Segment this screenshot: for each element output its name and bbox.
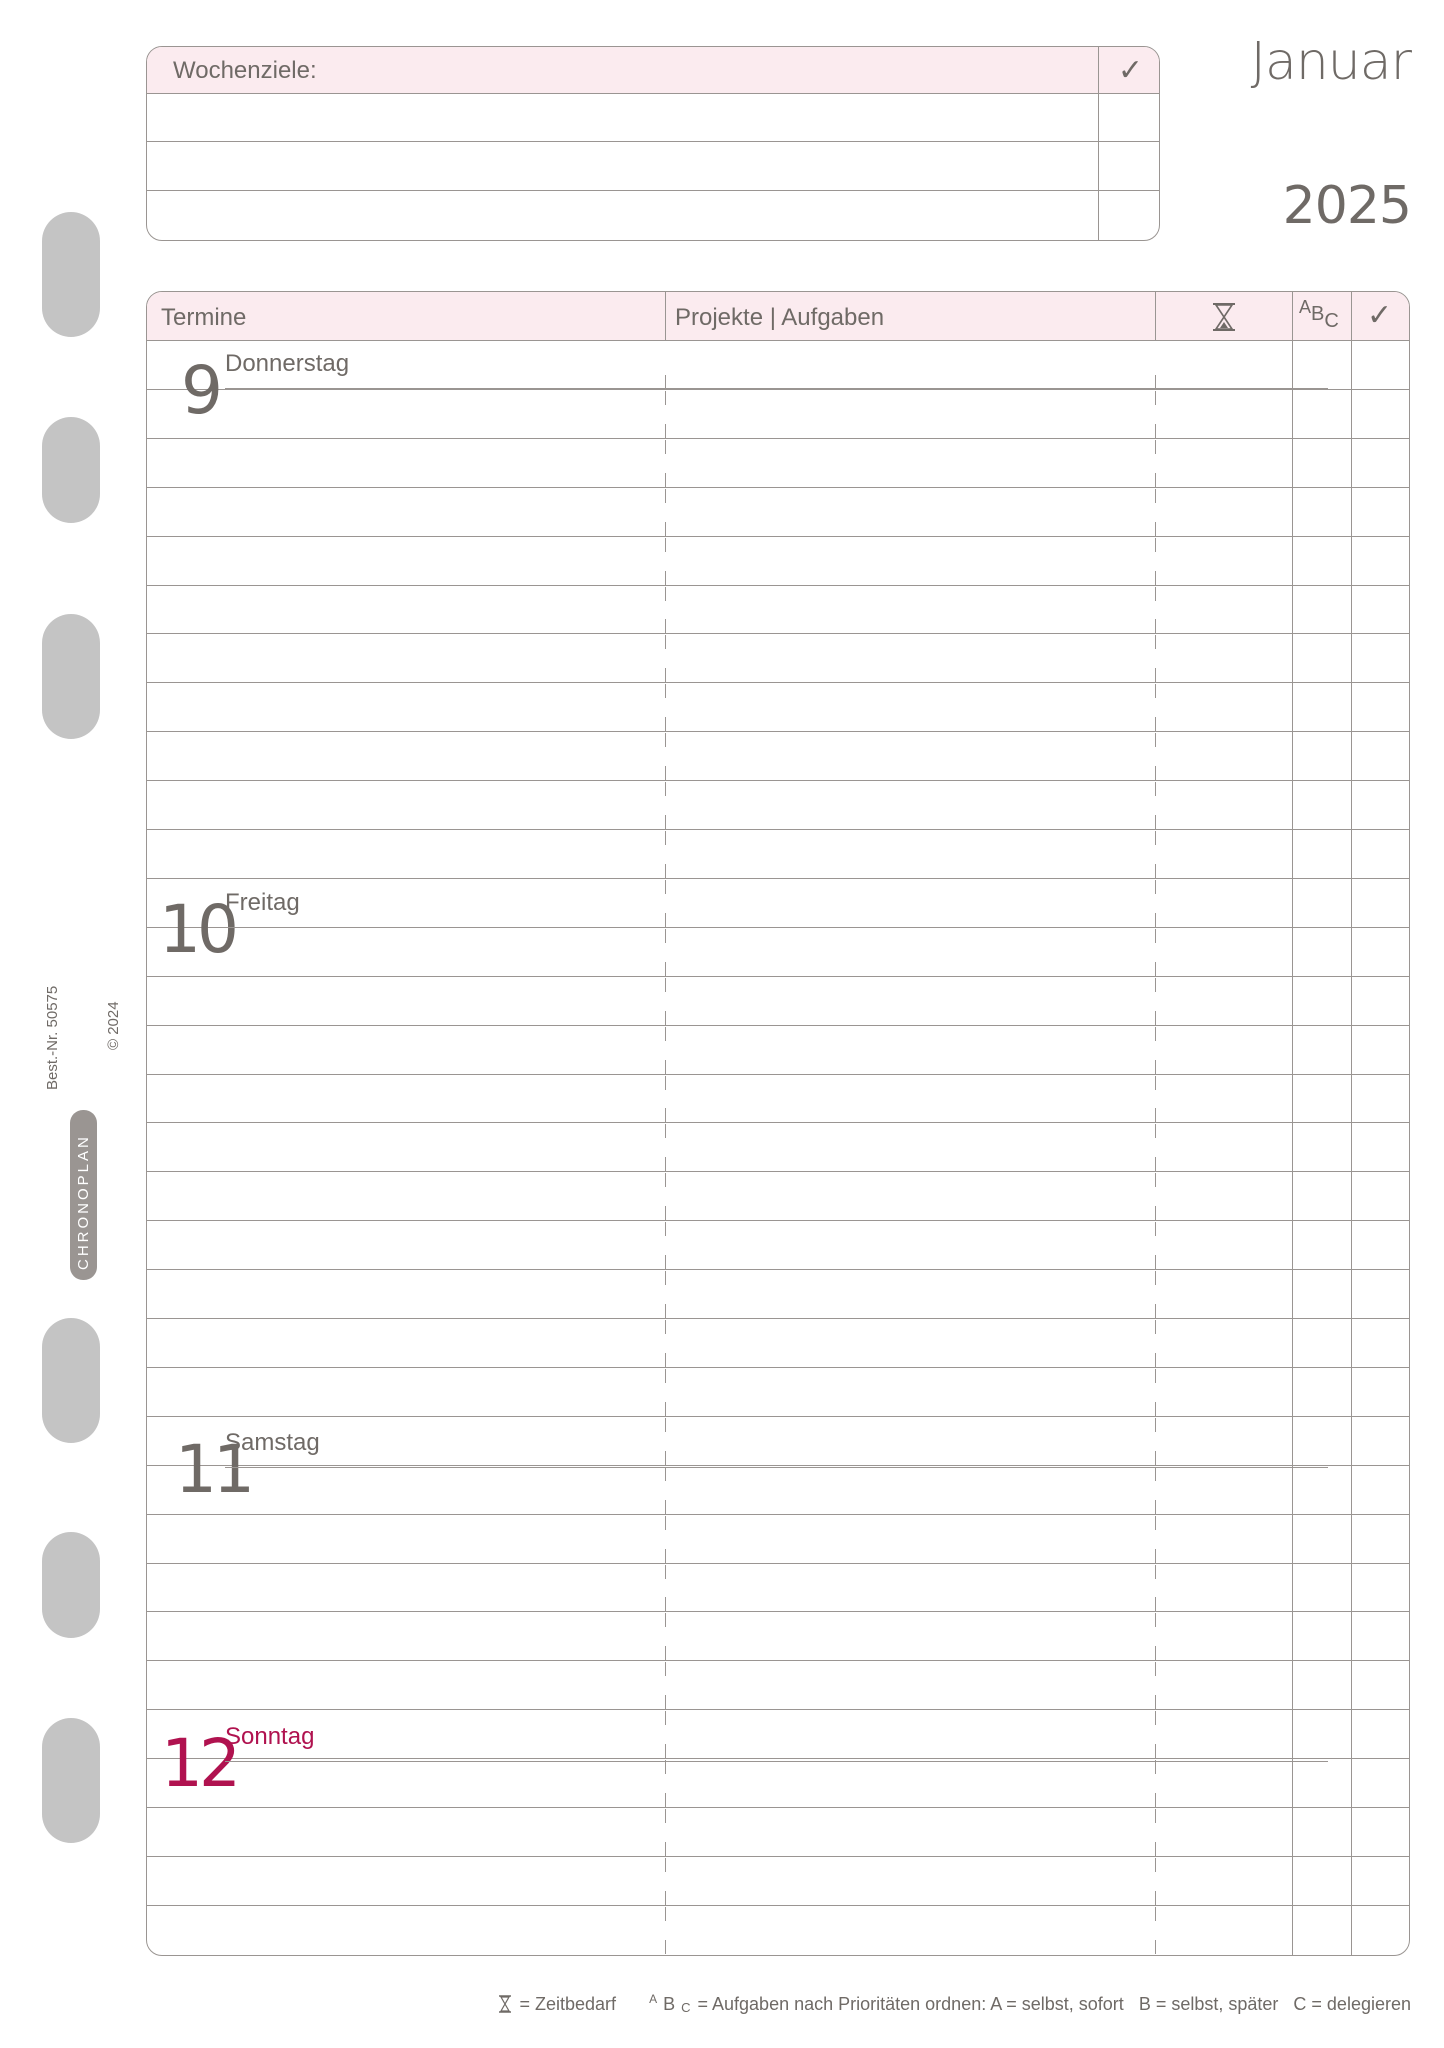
hourglass-icon bbox=[1211, 302, 1237, 337]
column-tick bbox=[665, 1809, 666, 1823]
check-icon: ✓ bbox=[1117, 54, 1143, 87]
column-tick bbox=[665, 668, 666, 682]
column-tick bbox=[665, 1157, 666, 1171]
hourglass-icon bbox=[498, 1995, 512, 2013]
column-tick bbox=[665, 978, 666, 992]
column-tick bbox=[665, 1173, 666, 1187]
column-tick bbox=[1155, 571, 1156, 585]
row-line bbox=[147, 878, 1409, 879]
column-tick bbox=[665, 1695, 666, 1709]
weekly-goals-header bbox=[147, 47, 1159, 94]
column-tick bbox=[1155, 1549, 1156, 1563]
column-tick bbox=[1155, 391, 1156, 405]
column-tick bbox=[1155, 473, 1156, 487]
column-tick bbox=[1155, 538, 1156, 552]
column-tick bbox=[1155, 978, 1156, 992]
column-tick bbox=[665, 962, 666, 976]
day-number: 11 bbox=[175, 1431, 251, 1508]
column-tick bbox=[665, 1451, 666, 1465]
column-tick bbox=[665, 766, 666, 780]
row-line bbox=[147, 389, 1409, 390]
column-tick bbox=[665, 375, 666, 389]
day-number: 9 bbox=[181, 352, 219, 429]
goals-check-column bbox=[1098, 47, 1099, 240]
column-tick bbox=[665, 1597, 666, 1611]
column-tick bbox=[665, 1842, 666, 1856]
row-line bbox=[147, 633, 1409, 634]
column-tick bbox=[1155, 1467, 1156, 1481]
brand-name: CHRONOPLAN bbox=[75, 1134, 92, 1270]
done-column-line bbox=[1351, 292, 1352, 1955]
column-tick bbox=[1155, 864, 1156, 878]
binder-hole bbox=[42, 212, 100, 337]
column-tick bbox=[1155, 1858, 1156, 1872]
binder-hole bbox=[42, 614, 100, 739]
column-tick bbox=[665, 1353, 666, 1367]
column-tick bbox=[665, 1060, 666, 1074]
column-tick bbox=[665, 1369, 666, 1383]
column-tick bbox=[1155, 1760, 1156, 1774]
column-tick bbox=[665, 522, 666, 536]
row-line bbox=[147, 1122, 1409, 1123]
table-header bbox=[147, 292, 1409, 341]
column-tick bbox=[1155, 1907, 1156, 1921]
time-column-line bbox=[1155, 292, 1156, 340]
column-tick bbox=[1155, 1711, 1156, 1725]
column-tick bbox=[665, 864, 666, 878]
column-tick bbox=[665, 733, 666, 747]
row-line bbox=[147, 438, 1409, 439]
row-line bbox=[147, 780, 1409, 781]
column-tick bbox=[665, 391, 666, 405]
column-tick bbox=[1155, 1076, 1156, 1090]
day-underline bbox=[225, 927, 1328, 928]
row-line bbox=[147, 1171, 1409, 1172]
column-tick bbox=[665, 1516, 666, 1530]
column-tick bbox=[665, 1662, 666, 1676]
column-tick bbox=[1155, 880, 1156, 894]
row-line bbox=[147, 1220, 1409, 1221]
column-tick bbox=[1155, 1940, 1156, 1954]
row-line bbox=[147, 1709, 1409, 1710]
row-line bbox=[147, 1367, 1409, 1368]
column-tick bbox=[1155, 1255, 1156, 1269]
column-tick bbox=[1155, 522, 1156, 536]
column-tick bbox=[665, 489, 666, 503]
column-tick bbox=[1155, 1304, 1156, 1318]
column-tick bbox=[1155, 831, 1156, 845]
column-tick bbox=[1155, 424, 1156, 438]
column-tick bbox=[1155, 1418, 1156, 1432]
column-tick bbox=[665, 1940, 666, 1954]
day-name: Freitag bbox=[225, 889, 300, 916]
column-tick bbox=[1155, 375, 1156, 389]
column-tick bbox=[665, 1793, 666, 1807]
column-tick bbox=[665, 1744, 666, 1758]
column-tick bbox=[665, 880, 666, 894]
column-tick bbox=[1155, 1842, 1156, 1856]
column-tick bbox=[1155, 1173, 1156, 1187]
priority-c-legend: C = delegieren bbox=[1293, 1994, 1411, 2014]
row-line bbox=[147, 682, 1409, 683]
row-line bbox=[147, 731, 1409, 732]
column-tick bbox=[665, 1613, 666, 1627]
column-tick bbox=[1155, 1565, 1156, 1579]
column-tick bbox=[665, 1222, 666, 1236]
day-number-sunday: 12 bbox=[161, 1725, 237, 1802]
column-tick bbox=[1155, 668, 1156, 682]
column-tick bbox=[1155, 1809, 1156, 1823]
binder-hole bbox=[42, 1532, 100, 1638]
column-tick bbox=[665, 1467, 666, 1481]
row-line bbox=[147, 829, 1409, 830]
row-line bbox=[147, 1807, 1409, 1808]
column-tick bbox=[1155, 1206, 1156, 1220]
column-tick bbox=[665, 1027, 666, 1041]
column-tick bbox=[665, 1760, 666, 1774]
header-projects: Projekte | Aufgaben bbox=[675, 304, 885, 331]
month-title: Januar bbox=[1250, 32, 1411, 92]
copyright: © 2024 bbox=[105, 1001, 122, 1050]
column-tick bbox=[665, 1711, 666, 1725]
row-line bbox=[147, 1905, 1409, 1906]
column-tick bbox=[665, 782, 666, 796]
column-tick bbox=[665, 1565, 666, 1579]
column-tick bbox=[665, 1124, 666, 1138]
column-tick bbox=[665, 635, 666, 649]
day-name: Samstag bbox=[225, 1429, 320, 1456]
weekly-goals-box bbox=[146, 46, 1160, 241]
goals-row-line bbox=[147, 190, 1159, 191]
column-tick bbox=[665, 619, 666, 633]
column-tick bbox=[1155, 1011, 1156, 1025]
column-tick bbox=[665, 929, 666, 943]
column-tick bbox=[665, 1076, 666, 1090]
row-line bbox=[147, 1514, 1409, 1515]
row-line bbox=[147, 1074, 1409, 1075]
weekly-goals-label: Wochenziele: bbox=[173, 57, 317, 84]
column-tick bbox=[665, 1891, 666, 1905]
time-legend: = Zeitbedarf bbox=[519, 1994, 617, 2014]
column-tick bbox=[1155, 1516, 1156, 1530]
column-tick bbox=[1155, 684, 1156, 698]
column-tick bbox=[665, 1206, 666, 1220]
column-tick bbox=[1155, 717, 1156, 731]
column-tick bbox=[665, 1402, 666, 1416]
column-tick bbox=[1155, 440, 1156, 454]
row-line bbox=[147, 585, 1409, 586]
column-tick bbox=[665, 424, 666, 438]
column-tick bbox=[1155, 587, 1156, 601]
priority-abc-icon: $^A$ B C bbox=[649, 1992, 691, 2015]
column-tick bbox=[1155, 1891, 1156, 1905]
column-tick bbox=[665, 1549, 666, 1563]
priority-b-legend: B = selbst, später bbox=[1138, 1994, 1279, 2014]
column-tick bbox=[1155, 1124, 1156, 1138]
column-tick bbox=[665, 1500, 666, 1514]
column-tick bbox=[1155, 1157, 1156, 1171]
day-underline bbox=[225, 388, 1328, 389]
column-tick bbox=[1155, 766, 1156, 780]
column-tick bbox=[1155, 489, 1156, 503]
priority-abc-icon: ABC bbox=[1299, 297, 1339, 332]
column-tick bbox=[1155, 635, 1156, 649]
column-tick bbox=[1155, 1369, 1156, 1383]
goals-row-line bbox=[147, 141, 1159, 142]
projects-column-line bbox=[665, 292, 666, 340]
column-tick bbox=[665, 1108, 666, 1122]
row-line bbox=[147, 1563, 1409, 1564]
column-tick bbox=[665, 815, 666, 829]
column-tick bbox=[1155, 1402, 1156, 1416]
day-underline bbox=[225, 1467, 1328, 1468]
column-tick bbox=[1155, 815, 1156, 829]
column-tick bbox=[665, 538, 666, 552]
column-tick bbox=[1155, 782, 1156, 796]
row-line bbox=[147, 976, 1409, 977]
row-line bbox=[147, 1269, 1409, 1270]
column-tick bbox=[665, 831, 666, 845]
column-tick bbox=[1155, 1744, 1156, 1758]
column-tick bbox=[665, 1304, 666, 1318]
year-title: 2025 bbox=[1282, 176, 1411, 236]
column-tick bbox=[1155, 913, 1156, 927]
row-line bbox=[147, 1856, 1409, 1857]
row-line bbox=[147, 536, 1409, 537]
column-tick bbox=[1155, 1613, 1156, 1627]
priority-column-line bbox=[1292, 292, 1293, 1955]
column-tick bbox=[1155, 733, 1156, 747]
binder-hole bbox=[42, 417, 100, 523]
row-line bbox=[147, 1611, 1409, 1612]
row-line bbox=[147, 487, 1409, 488]
column-tick bbox=[665, 473, 666, 487]
column-tick bbox=[1155, 1662, 1156, 1676]
column-tick bbox=[665, 913, 666, 927]
column-tick bbox=[1155, 619, 1156, 633]
row-line bbox=[147, 1318, 1409, 1319]
header-appointments: Termine bbox=[161, 304, 247, 331]
column-tick bbox=[1155, 1597, 1156, 1611]
column-tick bbox=[665, 1646, 666, 1660]
row-line bbox=[147, 1465, 1409, 1466]
column-tick bbox=[1155, 1271, 1156, 1285]
row-line bbox=[147, 1416, 1409, 1417]
column-tick bbox=[665, 1320, 666, 1334]
column-tick bbox=[1155, 1695, 1156, 1709]
planner-table bbox=[146, 291, 1410, 1956]
day-underline bbox=[225, 1761, 1328, 1762]
row-line bbox=[147, 1660, 1409, 1661]
column-tick bbox=[1155, 1500, 1156, 1514]
column-tick bbox=[665, 587, 666, 601]
column-tick bbox=[665, 1907, 666, 1921]
column-tick bbox=[1155, 1793, 1156, 1807]
day-number: 10 bbox=[159, 891, 235, 968]
order-number: Best.-Nr. 50575 bbox=[44, 985, 61, 1090]
day-name-sunday: Sonntag bbox=[225, 1723, 315, 1750]
column-tick bbox=[1155, 1451, 1156, 1465]
column-tick bbox=[665, 571, 666, 585]
column-tick bbox=[1155, 1108, 1156, 1122]
column-tick bbox=[1155, 1353, 1156, 1367]
priority-legend: = Aufgaben nach Prioritäten ordnen: A = selbst, sofort bbox=[697, 1994, 1124, 2014]
column-tick bbox=[1155, 1222, 1156, 1236]
column-tick bbox=[1155, 1060, 1156, 1074]
row-line bbox=[147, 1025, 1409, 1026]
column-tick bbox=[1155, 1027, 1156, 1041]
column-tick bbox=[665, 1011, 666, 1025]
column-tick bbox=[665, 1858, 666, 1872]
column-tick bbox=[1155, 1320, 1156, 1334]
column-tick bbox=[1155, 929, 1156, 943]
column-tick bbox=[665, 684, 666, 698]
column-tick bbox=[665, 1418, 666, 1432]
row-line bbox=[147, 1758, 1409, 1759]
footer-legend bbox=[498, 1994, 1411, 2015]
check-icon: ✓ bbox=[1367, 299, 1393, 332]
binder-hole bbox=[42, 1718, 100, 1843]
column-tick bbox=[665, 717, 666, 731]
binder-hole bbox=[42, 1318, 100, 1443]
column-tick bbox=[1155, 962, 1156, 976]
column-tick bbox=[665, 1255, 666, 1269]
column-tick bbox=[665, 440, 666, 454]
column-tick bbox=[665, 1271, 666, 1285]
day-name: Donnerstag bbox=[225, 350, 350, 377]
column-tick bbox=[1155, 1646, 1156, 1660]
